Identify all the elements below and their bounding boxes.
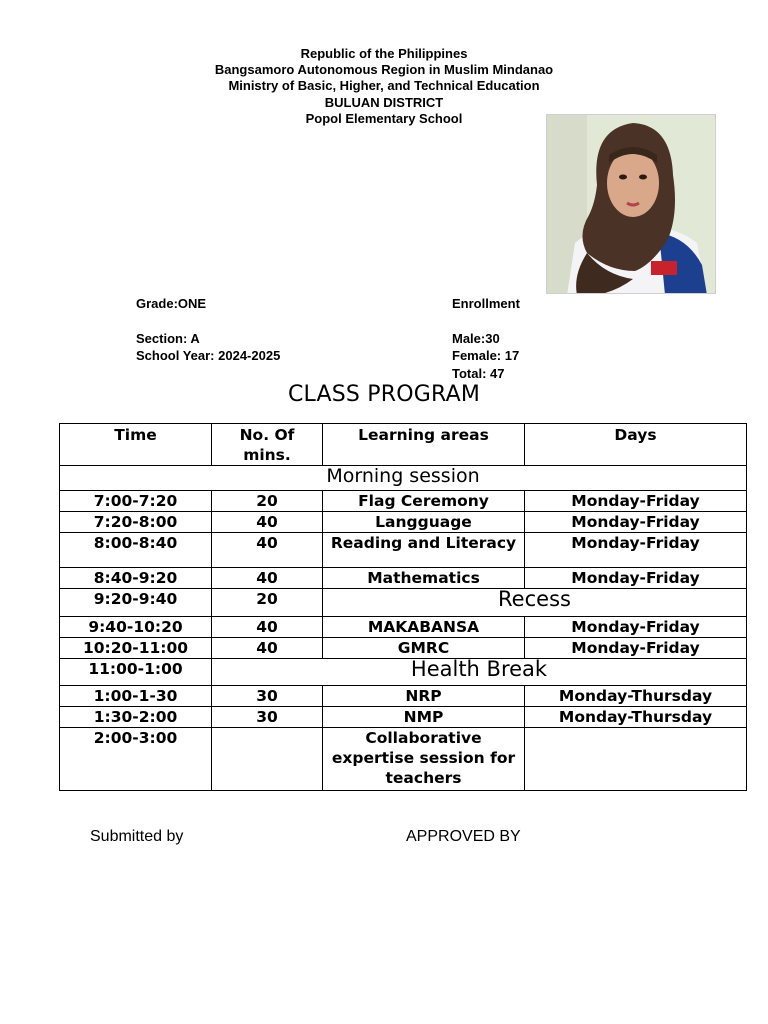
table-row xyxy=(60,707,747,728)
table-row xyxy=(60,659,747,686)
header-line-school: Popol Elementary School xyxy=(305,110,463,126)
column-header-time: Time xyxy=(60,424,212,466)
mins-cell: 20 xyxy=(212,589,323,617)
mins-cell: 40 xyxy=(212,533,323,568)
total-count: Total: 47 xyxy=(452,366,505,381)
table-row xyxy=(60,533,747,568)
table-row xyxy=(60,686,747,707)
area-cell xyxy=(323,728,525,791)
mins-cell: 40 xyxy=(212,512,323,533)
days-cell: Monday-Thursday xyxy=(525,686,747,707)
time-cell: 7:20-8:00 xyxy=(60,512,212,533)
mins-header-line2: mins. xyxy=(243,446,291,464)
days-cell: Monday-Thursday xyxy=(525,707,747,728)
area-cell: Mathematics xyxy=(323,568,525,589)
time-cell: 2:00-3:00 xyxy=(60,728,212,791)
area-cell: NMP xyxy=(323,707,525,728)
area-line: teachers xyxy=(385,769,462,787)
time-cell: 11:00-1:00 xyxy=(60,659,212,686)
mins-cell: 40 xyxy=(212,617,323,638)
approved-by-label: APPROVED BY xyxy=(406,828,521,845)
mins-header-line1: No. Of xyxy=(239,426,295,444)
table-row xyxy=(60,728,747,791)
column-header-days: Days xyxy=(525,424,747,466)
table-row xyxy=(60,568,747,589)
days-cell: Monday-Friday xyxy=(525,512,747,533)
days-cell: Monday-Friday xyxy=(525,568,747,589)
table-header-row xyxy=(60,424,747,466)
table-row xyxy=(60,512,747,533)
male-count: Male:30 xyxy=(452,331,500,346)
morning-session-label: Morning session xyxy=(60,466,747,491)
days-cell: Monday-Friday xyxy=(525,617,747,638)
teacher-portrait-image xyxy=(547,115,716,294)
table-row xyxy=(60,638,747,659)
days-cell: Monday-Friday xyxy=(525,533,747,568)
school-year-label: School Year: 2024-2025 xyxy=(136,348,281,363)
header-line-republic: Republic of the Philippines xyxy=(300,46,468,61)
mins-cell xyxy=(212,728,323,791)
area-cell: Reading and Literacy xyxy=(323,533,525,568)
time-cell: 9:40-10:20 xyxy=(60,617,212,638)
time-cell: 9:20-9:40 xyxy=(60,589,212,617)
section-label: Section: A xyxy=(136,331,200,346)
mins-cell: 40 xyxy=(212,638,323,659)
time-cell: 10:20-11:00 xyxy=(60,638,212,659)
area-cell: GMRC xyxy=(323,638,525,659)
table-row xyxy=(60,617,747,638)
days-cell: Monday-Friday xyxy=(525,638,747,659)
area-line: Collaborative xyxy=(365,729,482,747)
mins-cell: 40 xyxy=(212,568,323,589)
area-cell: MAKABANSA xyxy=(323,617,525,638)
column-header-mins xyxy=(212,424,323,466)
area-line: expertise session for xyxy=(331,749,516,767)
mins-cell: 30 xyxy=(212,686,323,707)
document-title: CLASS PROGRAM xyxy=(287,382,481,407)
time-cell: 1:30-2:00 xyxy=(60,707,212,728)
time-cell: 1:00-1-30 xyxy=(60,686,212,707)
mins-cell: 30 xyxy=(212,707,323,728)
time-cell: 8:40-9:20 xyxy=(60,568,212,589)
area-cell: NRP xyxy=(323,686,525,707)
area-cell: Langguage xyxy=(323,512,525,533)
table-row xyxy=(60,491,747,512)
teacher-photo xyxy=(546,114,716,294)
days-cell xyxy=(525,728,747,791)
table-row xyxy=(60,589,747,617)
header-line-region: Bangsamoro Autonomous Region in Muslim Mindanao xyxy=(214,62,554,78)
health-break-cell: Health Break xyxy=(212,659,747,686)
days-cell: Monday-Friday xyxy=(525,491,747,512)
female-count: Female: 17 xyxy=(452,348,520,363)
submitted-by-label: Submitted by xyxy=(90,828,184,845)
mins-cell: 20 xyxy=(212,491,323,512)
column-header-learning-areas: Learning areas xyxy=(323,424,525,466)
header-line-district: BULUAN DISTRICT xyxy=(324,94,444,110)
session-row xyxy=(60,466,747,491)
recess-cell: Recess xyxy=(323,589,747,617)
class-program-table xyxy=(59,423,747,791)
header-line-ministry: Ministry of Basic, Higher, and Technical Education xyxy=(228,78,540,94)
time-cell: 7:00-7:20 xyxy=(60,491,212,512)
enrollment-label: Enrollment xyxy=(452,296,520,311)
time-cell: 8:00-8:40 xyxy=(60,533,212,568)
area-cell: Flag Ceremony xyxy=(323,491,525,512)
grade-label: Grade:ONE xyxy=(136,296,207,311)
